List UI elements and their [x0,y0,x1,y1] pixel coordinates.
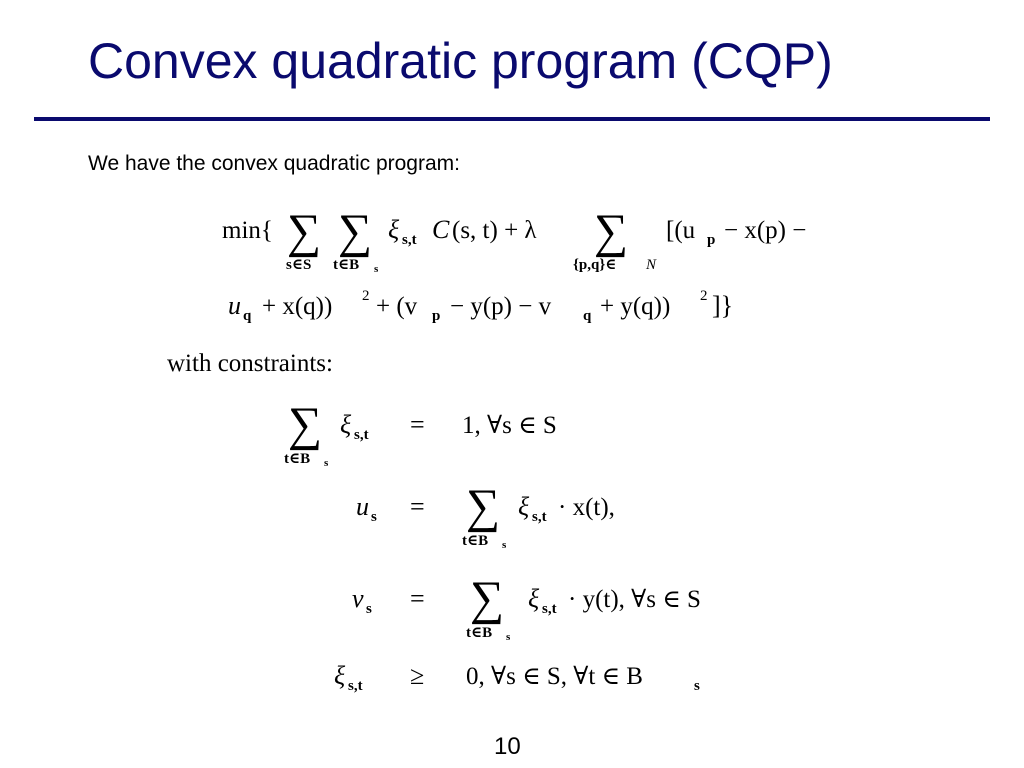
bracket-open: [(u [666,217,696,244]
sum-subscript: N [646,257,657,273]
v-subscript: p [432,308,441,324]
sum-symbol: ∑ [466,480,501,533]
sum-subscript: t∈B [462,533,489,549]
x-q-term: + x(q)) [262,293,333,320]
relation: = [410,584,425,613]
sum-symbol: ∑ [594,205,629,258]
sum-subscript: s∈S [286,257,312,273]
y-q-term: + y(q)) [600,293,671,320]
y-p-term: − y(p) − v [450,293,552,320]
constraint-rhs: 1, ∀s ∈ S [462,412,557,439]
constraint-rhs: 0, ∀s ∈ S, ∀t ∈ B [466,663,643,690]
u-symbol: u [228,291,241,320]
xi-subscript: s,t [354,427,369,443]
intro-text: We have the convex quadratic program: [88,152,460,175]
square-exponent: 2 [362,288,370,304]
min-operator: min{ [222,217,273,244]
sum-subscript: {p,q}∈ [573,257,617,273]
constraint-rhs: · y(t), ∀s ∈ S [568,586,701,613]
bracket-close: ]} [712,291,734,320]
relation: = [410,410,425,439]
xi-symbol: ξ [334,661,346,690]
v-symbol: v [352,584,364,613]
x-p-term: − x(p) − [724,217,807,244]
sum-subscript: t∈B [466,625,493,641]
sum-subscript: t∈B [284,451,311,467]
sum-symbol: ∑ [288,398,323,451]
page-number: 10 [494,733,521,760]
xi-subscript: s,t [532,509,547,525]
xi-subscript: s,t [402,232,417,248]
u-subscript: p [707,232,716,248]
xi-symbol: ξ [528,584,540,613]
xi-subscript: s,t [348,678,363,694]
sum-subscript: t∈B [333,257,360,273]
sum-subscript: s [374,263,379,275]
sum-subscript: s [502,539,507,551]
xi-symbol: ξ [388,215,400,244]
relation: = [410,492,425,521]
relation: ≥ [410,661,425,690]
xi-symbol: ξ [340,410,352,439]
xi-subscript: s,t [542,601,557,617]
xi-symbol: ξ [518,492,530,521]
u-subscript: q [243,308,252,324]
square-exponent: 2 [700,288,708,304]
v-subscript: q [583,308,592,324]
v-term: + (v [376,293,418,320]
constraints-intro: with constraints: [167,350,333,377]
v-subscript: s [366,601,372,617]
b-subscript: s [694,678,700,694]
cost-symbol: C [432,215,450,244]
sum-subscript: s [324,457,329,469]
u-symbol: u [356,492,369,521]
sum-symbol: ∑ [287,205,322,258]
sum-subscript: s [506,631,511,643]
sum-symbol: ∑ [338,205,373,258]
cost-args: (s, t) + λ [452,217,537,244]
sum-symbol: ∑ [470,572,505,625]
constraint-rhs: · x(t), [558,494,615,521]
slide-title: Convex quadratic program (CQP) [88,33,833,89]
u-subscript: s [371,509,377,525]
